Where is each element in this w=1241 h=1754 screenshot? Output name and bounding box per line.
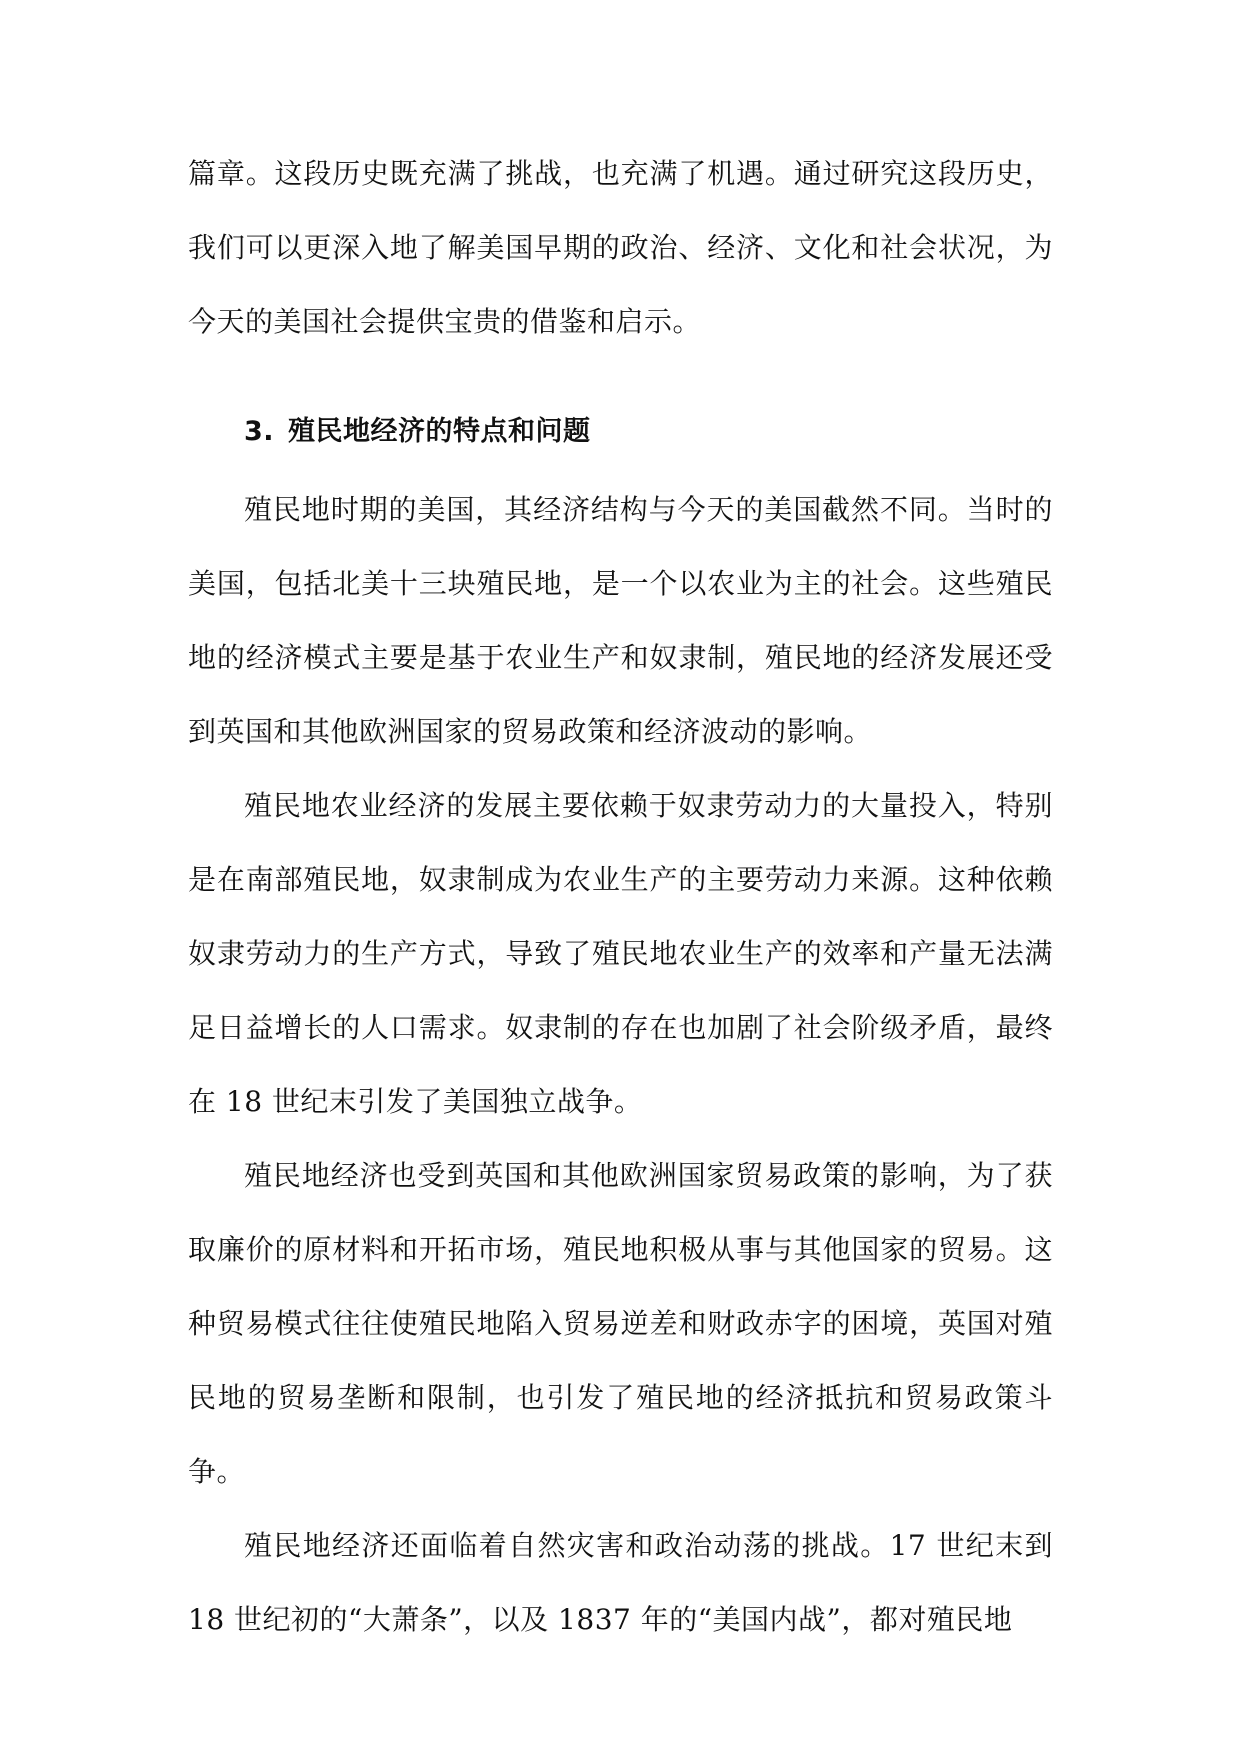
body-paragraph-4: 殖民地经济还面临着自然灾害和政治动荡的挑战。17 世纪末到 18 世纪初的“大萧条”，以及 1837 年的“美国内战”，都对殖民地	[188, 1529, 1053, 1636]
intro-paragraph: 篇章。这段历史既充满了挑战，也充满了机遇。通过研究这段历史，我们可以更深入地了解美国早期的政治、经济、文化和社会状况，为今天的美国社会提供宝贵的借鉴和启示。	[188, 157, 1053, 338]
section-heading	[188, 395, 1053, 469]
body-paragraph-3: 殖民地经济也受到英国和其他欧洲国家贸易政策的影响，为了获取廉价的原材料和开拓市场，殖民地积极从事与其他国家的贸易。这种贸易模式往往使殖民地陷入贸易逆差和财政赤字的困境，英国对殖民地的贸易垄断和限制，也引发了殖民地的经济抵抗和贸易政策斗争。	[188, 1159, 1053, 1488]
section-number: 3.	[244, 416, 275, 447]
document-body	[188, 137, 1053, 1657]
section-title: 殖民地经济的特点和问题	[288, 416, 591, 447]
body-paragraph-2: 殖民地农业经济的发展主要依赖于奴隶劳动力的大量投入，特别是在南部殖民地，奴隶制成为农业生产的主要劳动力来源。这种依赖奴隶劳动力的生产方式，导致了殖民地农业生产的效率和产量无法满足日益增长的人口需求。奴隶制的存在也加剧了社会阶级矛盾，最终在 18 世纪末引发了美国独立战争。	[188, 789, 1053, 1118]
body-paragraph-1: 殖民地时期的美国，其经济结构与今天的美国截然不同。当时的美国，包括北美十三块殖民地，是一个以农业为主的社会。这些殖民地的经济模式主要是基于农业生产和奴隶制，殖民地的经济发展还受到英国和其他欧洲国家的贸易政策和经济波动的影响。	[188, 493, 1053, 748]
